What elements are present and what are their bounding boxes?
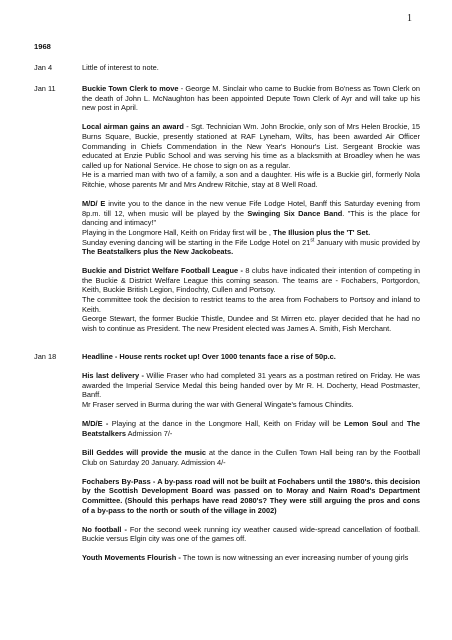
bold-text: Youth Movements Flourish -: [82, 553, 181, 563]
bold-text: The Illusion plus the 'T' Set.: [273, 227, 371, 237]
bold-text: The Beatstalkers: [82, 419, 420, 438]
entry-paragraph: [82, 371, 420, 409]
paragraph-text: For the second week running icy weather caused wide-spread cancellation of football. Buckie versus Elgin city was one of the games off.: [82, 524, 420, 544]
bold-text: Headline - House rents rocket up! Over 1000 tenants face a rise of 50p.c.: [82, 352, 336, 361]
entry-paragraph: [82, 553, 420, 563]
diary-entry-jan-4: [34, 63, 420, 73]
paragraph-text: Little of interest to note.: [82, 63, 159, 72]
paragraph-text: Playing in the Longmore Hall, Keith on Friday first will be ,: [82, 227, 274, 237]
paragraph-text: 8 clubs have indicated their intention of competing in the Buckie & District Welfare League this coming season. The teams are - Fochabers, Portgordon, Keith, Buckie British Legion, Findochty, Cullen and Portsoy.: [82, 266, 421, 295]
entry-date: Jan 18: [34, 352, 57, 361]
entry-paragraph: [82, 525, 420, 544]
entry-body: [82, 63, 420, 73]
paragraph-text: - George M. Sinclair who came to Buckie from Bo'ness as Town Clerk on the death of John L. McNaughton has been appointed Depute Town Clerk of Ayr and will take up his new post in April.: [82, 84, 421, 113]
bold-text: M/D/E -: [82, 419, 109, 429]
paragraph-text: He is a married man with two of a family, a son and a daughter. His wife is a Buckie girl, formerly Nola Ritchie, whose parents Mr and Mrs Andrew Ritchie, stay at 8 Well Road.: [82, 170, 420, 189]
entry-paragraph: [82, 199, 420, 257]
entry-paragraph: [82, 63, 420, 73]
bold-text: Swinging Six Dance Band: [247, 208, 343, 218]
paragraph-text: The town is now witnessing an ever increasing number of young girls: [180, 553, 409, 563]
entry-paragraph: [82, 352, 420, 362]
paragraph-text: and: [387, 419, 407, 429]
paragraph-text: Admission 7/-: [125, 428, 173, 438]
paragraph-text: Willie Fraser who had completed 31 years as a postman retired on Friday. He was awarded the Imperial Service Medal this being handed over by Mr R. H. Docherty, Head Postmaster, Banff.: [82, 371, 421, 400]
paragraph-text: George Stewart, the former Buckie Thistle, Dundee and St Mirren etc. player decided that he had no wish to continue as President. The new President elected was James A. Smith, Fish Merchant.: [82, 314, 420, 333]
entry-body: [82, 84, 420, 333]
paragraph-text: at the dance in the Cullen Town Hall being ran by the Football Club on Saturday 20 January. Admission 4/-: [82, 447, 421, 467]
diary-entry-jan-18: [34, 352, 420, 563]
bold-text: M/D/ E: [82, 199, 106, 209]
bold-text: Bill Geddes will provide the music: [82, 447, 207, 457]
page-number: 1: [407, 13, 412, 24]
paragraph-text: The committee took the decision to restrict teams to the area from Fochabers to Portsoy and inland to Keith.: [82, 295, 420, 314]
paragraph-text: Mr Fraser served in Burma during the war with General Wingate's famous Chindits.: [82, 399, 354, 409]
entry-body: [82, 352, 420, 563]
bold-text: Lemon Soul: [344, 419, 388, 429]
bold-text: Fochabers By-Pass - A by-pass road will not be built at Fochabers until the 1980's. this decision by the Scottish Development Board was passed on to Moray and Nairn Road's Department Committee. (Should this perhaps have read 2080's? They were still arguing the pros and cons of a by-pass to the north or south of the village in 2002): [82, 476, 420, 515]
bold-text: His last delivery -: [82, 371, 144, 381]
bold-text: Buckie Town Clerk to move: [82, 84, 179, 93]
paragraph-text: invite you to the dance in the new venue Fife Lodge Hotel, Banff this Saturday evening from 8p.m. till 12, when music will be played by the: [82, 199, 420, 218]
bold-text: The Beatstalkers plus the New Jackobeats.: [82, 247, 234, 257]
paragraph-text: . "This is the place for dancing and intimacy!": [82, 208, 420, 228]
entry-paragraph: [82, 122, 420, 189]
entry-paragraph: [82, 84, 420, 113]
bold-text: Local airman gains an award: [82, 122, 184, 132]
entry-paragraph: [82, 477, 420, 515]
entry-paragraph: [82, 419, 420, 438]
bold-text: Buckie and District Welfare Football League -: [82, 266, 243, 276]
superscript-text: st: [310, 237, 315, 244]
paragraph-text: Playing at the dance in the Longmore Hall, Keith on Friday will be: [108, 419, 345, 429]
paragraph-text: - Sgt. Technician Wm. John Brockie, only son of Mrs Helen Brockie, 15 Burns Square, Buckie, presently stationed at RAF Lyneham, Wilts, has been awarded Air Officer Commanding in Chiefs Commendation in the New Year's Honour's List. Sergeant Brockie was educated at Enzie Public School and was serving his time as a blacksmith at Broadley when he was called up for National Service. He chose to sign on as a regular.: [82, 122, 420, 170]
diary-entry-jan-11: [34, 84, 420, 333]
entry-paragraph: [82, 266, 420, 333]
paragraph-text: January with music provided by: [314, 237, 420, 247]
paragraph-text: Sunday evening dancing will be starting in the Fife Lodge Hotel on 21: [82, 237, 311, 247]
entry-paragraph: [82, 448, 420, 467]
year-heading: 1968: [34, 42, 51, 51]
entry-date: Jan 11: [34, 84, 56, 93]
bold-text: No football -: [82, 524, 127, 534]
entry-date: Jan 4: [34, 63, 53, 72]
